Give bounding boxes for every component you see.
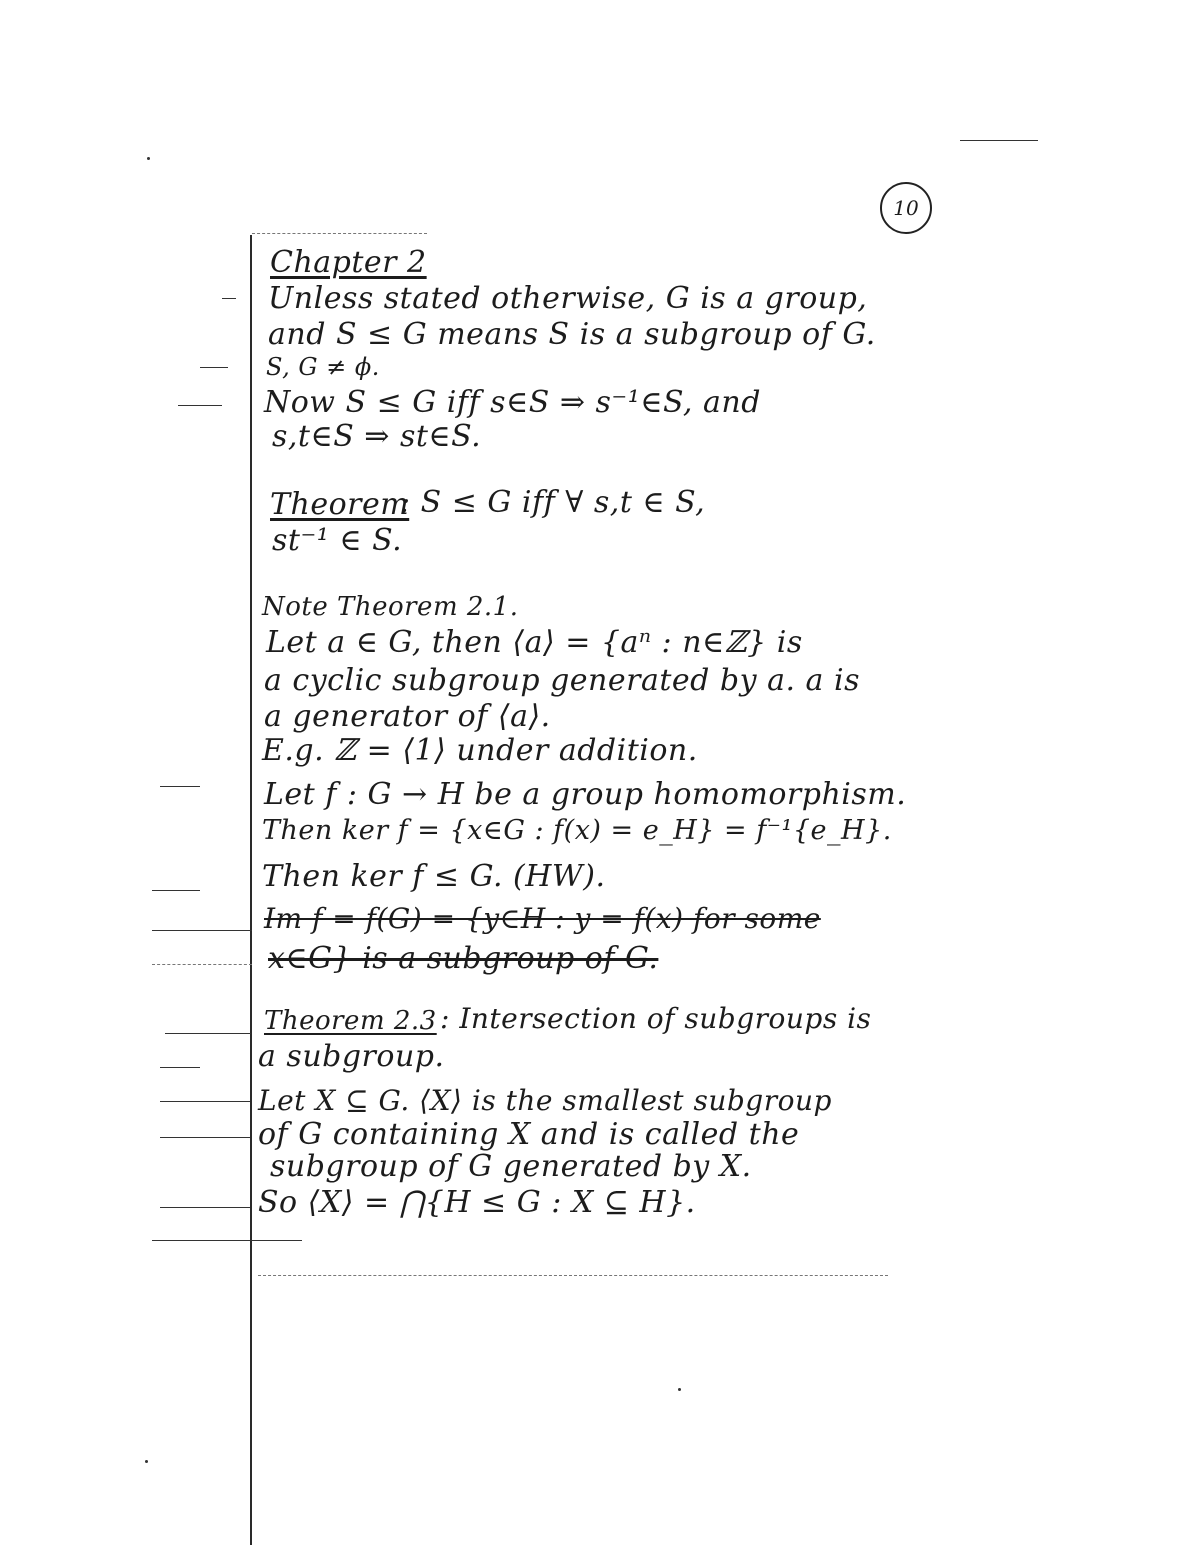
- line-now: Now S ≤ G iff s∈S ⇒ s⁻¹∈S, and: [264, 385, 761, 420]
- theorem-body: : S ≤ G iff ∀ s,t ∈ S,: [400, 485, 706, 520]
- top-rule: [960, 140, 1038, 141]
- line-let-x: Let X ⊆ G. ⟨X⟩ is the smallest subgroup: [258, 1084, 832, 1117]
- theorem-23-body: : Intersection of subgroups is: [440, 1002, 872, 1035]
- line-cyclic: a cyclic subgroup generated by a. a is: [264, 663, 860, 698]
- margin-line: [250, 235, 252, 1545]
- line-generated: subgroup of G generated by X.: [270, 1149, 752, 1184]
- line-im: Im f = f(G) = {y∈H : y = f(x) for some: [264, 902, 821, 935]
- line-and: and S ≤ G means S is a subgroup of G.: [268, 317, 876, 352]
- line-st: s,t∈S ⇒ st∈S.: [272, 419, 482, 454]
- line-ker-def: Then ker f = {x∈G : f(x) = e_H} = f⁻¹{e_H}.: [262, 815, 892, 846]
- margin-tick: [152, 1240, 302, 1241]
- speck: [678, 1388, 681, 1391]
- line-unless: Unless stated otherwise, G is a group,: [268, 281, 868, 316]
- line-containing: of G containing X and is called the: [258, 1117, 800, 1152]
- margin-tick: [178, 405, 222, 406]
- margin-tick: [200, 367, 228, 368]
- line-ker-sub: Then ker f ≤ G. (HW).: [262, 859, 606, 894]
- margin-tick: [152, 964, 252, 965]
- margin-tick: [160, 786, 200, 787]
- margin-tick: [160, 1137, 250, 1138]
- chapter-heading: Chapter 2: [270, 245, 427, 280]
- theorem-body-2: st⁻¹ ∈ S.: [272, 523, 403, 558]
- line-im-2: x∈G} is a subgroup of G.: [268, 941, 659, 976]
- line-eg: E.g. ℤ = ⟨1⟩ under addition.: [262, 733, 698, 768]
- line-so: So ⟨X⟩ = ⋂{H ≤ G : X ⊆ H}.: [258, 1185, 696, 1220]
- line-let-a: Let a ∈ G, then ⟨a⟩ = {aⁿ : n∈ℤ} is: [266, 625, 803, 660]
- speck: [147, 157, 150, 160]
- margin-tick: [160, 1101, 250, 1102]
- speck: [145, 1460, 148, 1463]
- margin-tick: [152, 890, 200, 891]
- line-generator: a generator of ⟨a⟩.: [264, 699, 551, 734]
- line-nonempty: S, G ≠ ϕ.: [266, 353, 380, 381]
- note: Note Theorem 2.1.: [262, 592, 519, 622]
- margin-tick: [160, 1067, 200, 1068]
- theorem-label: Theorem: [270, 487, 410, 522]
- theorem-23-label: Theorem 2.3: [264, 1006, 437, 1036]
- line-let-f: Let f : G → H be a group homomorphism.: [264, 777, 907, 812]
- top-header-dash: [252, 233, 427, 234]
- page-number: 10: [880, 182, 932, 234]
- margin-tick: [152, 930, 252, 931]
- margin-tick: [165, 1033, 251, 1034]
- bottom-dash: [258, 1275, 888, 1276]
- margin-tick: [222, 298, 236, 299]
- line-a-subgroup: a subgroup.: [258, 1039, 445, 1074]
- margin-tick: [160, 1207, 250, 1208]
